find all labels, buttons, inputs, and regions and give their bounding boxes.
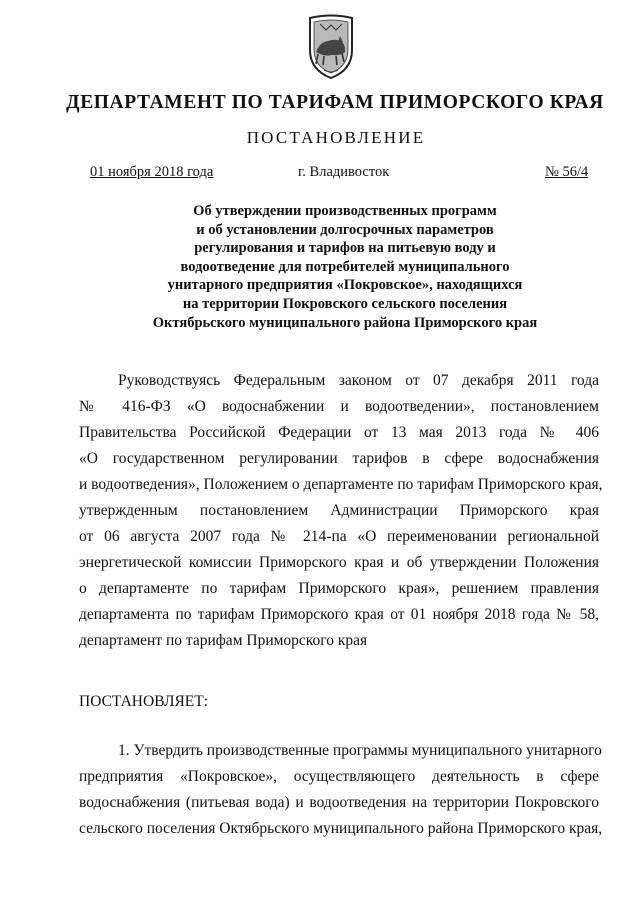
subject-line: унитарного предприятия «Покровское», находящихся (167, 277, 523, 294)
preamble-line: департамента по тарифам Приморского края от 01 ноября 2018 года № 58, (79, 606, 599, 623)
preamble-line: о департаменте по тарифам Приморского края», решением правления (79, 580, 599, 597)
item-1-line: сельского поселения Октябрьского муниципального района Приморского края, (79, 820, 603, 837)
item-1-line: водоснабжения (питьевая вода) и водоотведения на территории Покровского (79, 794, 599, 811)
decree-word: ПОСТАНОВЛЯЕТ: (79, 693, 209, 710)
preamble-line: и водоотведения», Положением о департаменте по тарифам Приморского края, (79, 476, 603, 493)
subject-line: регулирования и тарифов на питьевую воду и (194, 240, 496, 257)
preamble-line: энергетической комиссии Приморского края и об утверждении Положения (79, 554, 599, 571)
preamble-line: от 06 августа 2007 года № 214-па «О переименовании региональной (79, 528, 599, 545)
subject-line: и об установлении долгосрочных параметров (196, 221, 494, 238)
document-type: ПОСТАНОВЛЕНИЕ (246, 128, 426, 147)
subject-line: Октябрьского муниципального района Приморского края (152, 314, 538, 331)
preamble-line: № 416-ФЗ «О водоснабжении и водоотведении», постановлением (79, 398, 599, 415)
document-subject (100, 202, 590, 332)
subject-line: Об утверждении производственных программ (193, 203, 497, 219)
document-date: 01 ноября 2018 года (90, 164, 214, 180)
document-number: № 56/4 (545, 164, 589, 180)
coat-of-arms-icon (302, 12, 360, 80)
preamble-line: департамент по тарифам Приморского края (79, 632, 368, 649)
item-1-line: 1. Утвердить производственные программы муниципального унитарного (118, 742, 602, 759)
department-title: ДЕПАРТАМЕНТ ПО ТАРИФАМ ПРИМОРСКОГО КРАЯ (66, 92, 604, 113)
preamble-line: «О государственном регулировании тарифов в сфере водоснабжения (79, 450, 599, 467)
item-1-line: предприятия «Покровское», осуществляющего деятельность в сфере (79, 768, 599, 785)
subject-line: водоотведение для потребителей муниципального (180, 258, 510, 275)
subject-line: на территории Покровского сельского поселения (182, 295, 508, 312)
preamble-line: Правительства Российской Федерации от 13 мая 2013 года № 406 (79, 424, 599, 441)
document-city: г. Владивосток (298, 164, 390, 180)
preamble-line: Руководствуясь Федеральным законом от 07 декабря 2011 года (118, 372, 599, 389)
preamble-line: утвержденным постановлением Администрации Приморского края (79, 502, 599, 519)
